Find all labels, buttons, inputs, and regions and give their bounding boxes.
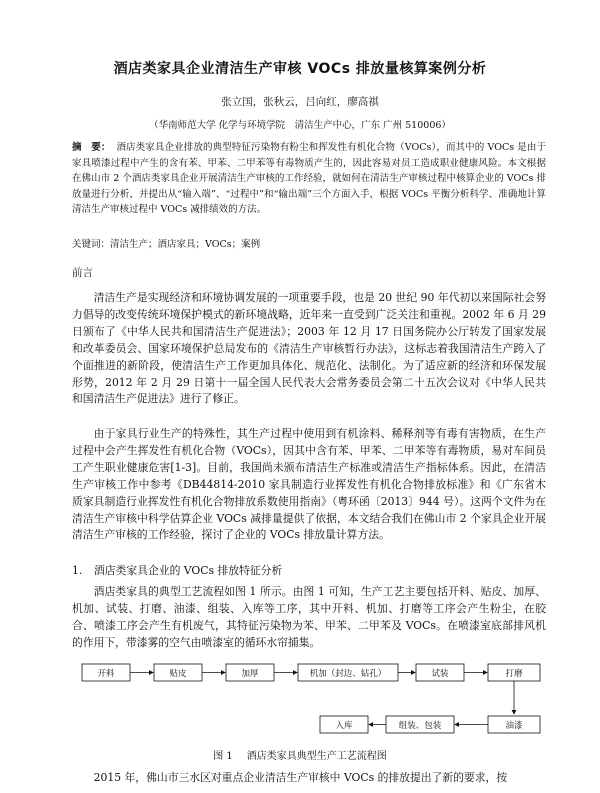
flow-label-jijia: 机加（封边、钻孔） <box>309 669 387 679</box>
paragraph-2: 由于家具行业生产的特殊性，其生产过程中使用到有机涂料、稀释剂等有毒有害物质，在生产过程中会产生挥发性有机化合物（VOCs），因其中含有苯、甲苯、二甲苯等有毒物质，易对车间员工产生职业健康危害[1-3]。目前，我国尚未颁布清洁生产标准或清洁生产指标体系。因此，在清洁生产审核工作中参考《DB44814-2010 家具制造行业挥发性有机化合物排放标准》和《广东省木质家具制造行业挥发性有机化合物排放系数使用指南》（粤环函〔2013〕944 号）。这两个文件为在清洁生产审核中科学估算企业 VOCs 减排量提供了依据，本文结合我们在佛山市 2 个家具企业开展清洁生产审核的工作经验，探讨了企业的 VOCs 排放量计算方法。 <box>72 427 546 542</box>
flow-label-damo: 打磨 <box>505 669 523 679</box>
paragraph-1: 清洁生产是实现经济和环境协调发展的一项重要手段，也是 20 世纪 90 年代初以来国际社会努力倡导的改变传统环境保护模式的新环境战略，近年来一直受到广泛关注和重视。2002 年 6 月 29 日颁布了《中华人民共和国清洁生产促进法》；2003 年 12 月 17 日国务院办公厅转发了国家发展和改革委员会、国家环境保护总局发布的《清洁生产审核暂行办法》，这标志着我国清洁生产跨入了个面推进的新阶段，使清洁生产工作更加具体化、规范化、法制化。为了适应新的经济和环保发展形势，2012 年 2 月 29 日第十一届全国人民代表大会常务委员会第二十五次会议对《中华人民共和国清洁生产促进法》进行了修正。 <box>72 291 546 406</box>
flow-label-youqi: 油漆 <box>505 721 523 731</box>
flow-label-tiepi: 贴皮 <box>169 669 187 679</box>
intro-heading: 前言 <box>72 267 93 279</box>
section-heading-1 <box>72 563 282 578</box>
keywords: 关键词：清洁生产；酒店家具；VOCs；案例 <box>72 239 261 250</box>
flow-label-zuzhuang: 组装、包装 <box>398 721 442 731</box>
paper-title: 酒店类家具企业清洁生产审核 VOCs 排放量核算案例分析 <box>113 61 487 77</box>
figure-caption <box>0 747 600 762</box>
section-number: 1. <box>72 564 83 577</box>
abstract-text: 酒店类家具企业排放的典型特征污染物有粉尘和挥发性有机化合物（VOCs），而其中的 VOCs 是由于家具喷漆过程中产生的含有苯、甲苯、二甲苯等有毒物质产生的，因此容易对员工造成职业健康风险。本文根据在佛山市 2 个酒店类家具企业开展清洁生产审核的工作经验，就如何在清洁生产审核过程中核算企业的 VOCs 排放量进行分析，并提出从“输入端”、“过程中”和“输出端”三个方面入手，根据 VOCs 平衡分析科学、准确地计算清洁生产审核过程中 VOCs 减排绩效的方法。 <box>72 142 546 215</box>
flow-label-kailiao: 开料 <box>97 669 115 679</box>
figure-caption-text: 酒店类家具典型生产工艺流程图 <box>246 751 387 762</box>
section-title: 酒店类家具企业的 VOCs 排放特征分析 <box>94 564 283 577</box>
flow-label-jiahou: 加厚 <box>241 669 259 679</box>
flow-label-shizhuang: 试装 <box>431 669 449 679</box>
author-list: 张立国，张秋云，吕向红，廖高祺 <box>221 96 379 108</box>
affiliation: （华南师范大学 化学与环境学院 清洁生产中心，广东 广州 510006） <box>149 120 451 131</box>
abstract <box>72 140 546 218</box>
flow-label-ruku: 入库 <box>335 721 353 731</box>
paragraph-3: 酒店类家具的典型工艺流程如图 1 所示。由图 1 可知，生产工艺主要包括开料、贴皮、加厚、机加、试装、打磨、油漆、组装、入库等工序，其中开料、机加、打磨等工序会产生粉尘，在胶合、喷漆工序会产生有机废气，其特征污染物为苯、甲苯、二甲苯及 VOCs。在喷漆室底部排风机的作用下，带漆雾的空气由喷漆室的循环水帘捕集。 <box>72 585 546 649</box>
figure-label: 图 1 <box>213 751 233 762</box>
abstract-label: 摘 要： <box>72 142 111 153</box>
paragraph-4: 2015 年，佛山市三水区对重点企业清洁生产审核中 VOCs 的排放提出了新的要求，按 <box>93 771 508 784</box>
